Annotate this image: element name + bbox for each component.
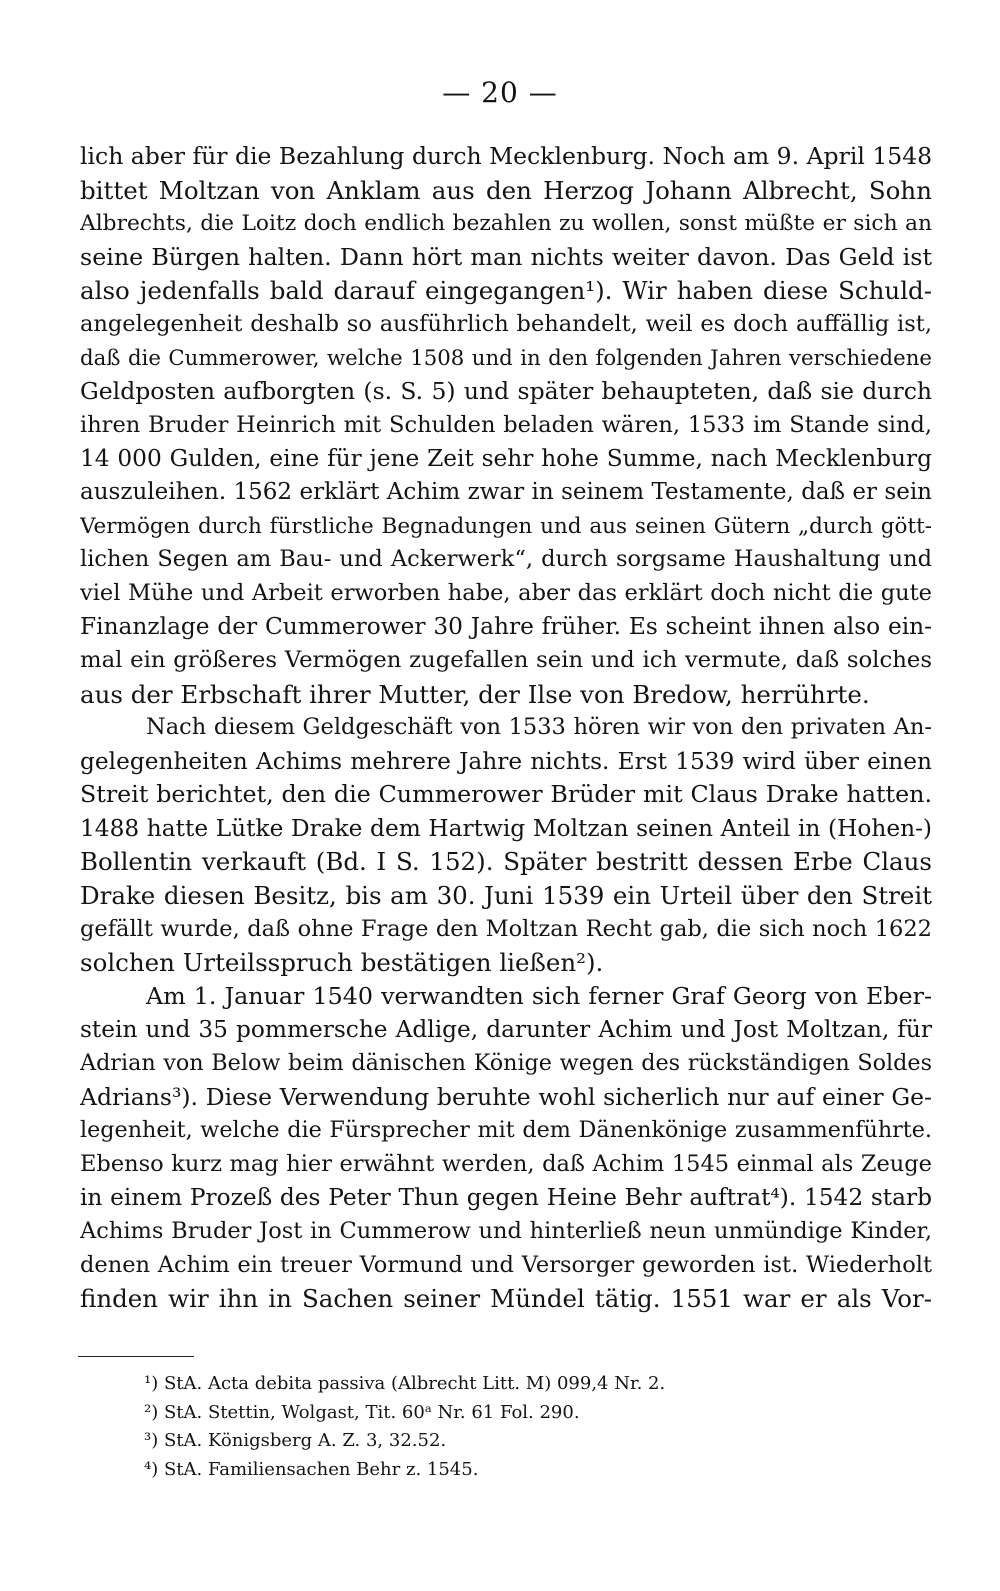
text-line: mal ein größeres Vermögen zugefallen sein und ich vermute, daß solches — [80, 646, 932, 673]
text-line: stein und 35 pommersche Adlige, darunter Achim und Jost Moltzan, für — [80, 1016, 932, 1044]
body-text — [80, 140, 932, 1316]
paragraph-start-line: Am 1. Januar 1540 verwandten sich ferner Graf Georg von Eber- — [146, 981, 932, 1010]
text-line: gefällt wurde, daß ohne Frage den Moltzan Recht gab, die sich noch 1622 — [80, 915, 932, 942]
text-line: Adrians³). Diese Verwendung beruhte wohl sicherlich nur auf einer Ge- — [80, 1082, 932, 1111]
text-line: Drake diesen Besitz, bis am 30. Juni 1539 ein Urteil über den Streit — [80, 881, 932, 911]
text-line: Ebenso kurz mag hier erwähnt werden, daß Achim 1545 einmal als Zeuge — [80, 1150, 932, 1177]
footnote: ⁴) StA. Familiensachen Behr z. 1545. — [144, 1458, 479, 1480]
text-line: in einem Prozeß des Peter Thun gegen Heine Behr auftrat⁴). 1542 starb — [80, 1184, 932, 1212]
text-line: Albrechts, die Loitz doch endlich bezahlen zu wollen, sonst müßte er sich an — [80, 211, 932, 237]
text-line: ihren Bruder Heinrich mit Schulden beladen wären, 1533 im Stande sind, — [80, 411, 932, 438]
footnote: ²) StA. Stettin, Wolgast, Tit. 60ᵃ Nr. 61 Fol. 290. — [144, 1401, 580, 1423]
text-line: lich aber für die Bezahlung durch Mecklenburg. Noch am 9. April 1548 — [80, 142, 932, 170]
paragraph-start-line: Nach diesem Geldgeschäft von 1533 hören wir von den privaten An- — [146, 714, 932, 741]
footnote-divider — [78, 1356, 194, 1357]
text-line: Geldposten aufborgten (s. S. 5) und später behaupteten, daß sie durch — [80, 377, 932, 406]
text-line: gelegenheiten Achims mehrere Jahre nichts. Erst 1539 wird über einen — [80, 747, 932, 775]
paragraph-end-line: solchen Urteilsspruch bestätigen ließen²). — [80, 948, 604, 978]
text-line: daß die Cummerower, welche 1508 und in den folgenden Jahren verschiedene — [80, 345, 932, 371]
text-line: finden wir ihn in Sachen seiner Mündel tätig. 1551 war er als Vor- — [80, 1284, 932, 1314]
footnote: ¹) StA. Acta debita passiva (Albrecht Litt. M) 099,4 Nr. 2. — [144, 1373, 666, 1394]
page-number: — 20 — — [442, 76, 558, 109]
text-line: lichen Segen am Bau- und Ackerwerk“, durch sorgsame Haushaltung und — [80, 546, 932, 573]
paragraph-end-line: aus der Erbschaft ihrer Mutter, der Ilse von Bredow, herrührte. — [80, 679, 870, 709]
text-line: legenheit, welche die Fürsprecher mit dem Dänenkönige zusammenführte. — [80, 1117, 932, 1144]
text-line: Bollentin verkauft (Bd. I S. 152). Später bestritt dessen Erbe Claus — [80, 847, 932, 877]
text-line: 1488 hatte Lütke Drake dem Hartwig Moltzan seinen Anteil in (Hohen-) — [80, 814, 932, 842]
footnotes — [144, 1370, 924, 1484]
text-line: also jedenfalls bald darauf eingegangen¹). Wir haben diese Schuld- — [80, 276, 932, 306]
text-line: Adrian von Below beim dänischen Könige wegen des rückständigen Soldes — [80, 1050, 932, 1077]
text-line: denen Achim ein treuer Vormund und Versorger geworden ist. Wiederholt — [80, 1251, 932, 1278]
text-line: bittet Moltzan von Anklam aus den Herzog Johann Albrecht, Sohn — [80, 175, 932, 205]
text-line: seine Bürgen halten. Dann hört man nichts weiter davon. Das Geld ist — [80, 242, 932, 271]
footnote: ³) StA. Königsberg A. Z. 3, 32.52. — [144, 1430, 447, 1451]
text-line: Achims Bruder Jost in Cummerow und hinterließ neun unmündige Kinder, — [80, 1218, 932, 1244]
text-line: auszuleihen. 1562 erklärt Achim zwar in seinem Testamente, daß er sein — [80, 478, 932, 505]
text-line: viel Mühe und Arbeit erworben habe, aber das erklärt doch nicht die gute — [80, 579, 932, 606]
text-line: Vermögen durch fürstliche Begnadungen und aus seinen Gütern „durch gött- — [80, 513, 932, 539]
text-line: Streit berichtet, den die Cummerower Brüder mit Claus Drake hatten. — [80, 780, 932, 809]
text-line: 14 000 Gulden, eine für jene Zeit sehr hohe Summe, nach Mecklenburg — [80, 445, 932, 473]
text-line: angelegenheit deshalb so ausführlich behandelt, weil es doch auffällig ist, — [80, 310, 932, 337]
text-line: Finanzlage der Cummerower 30 Jahre früher. Es scheint ihnen also ein- — [80, 613, 932, 641]
